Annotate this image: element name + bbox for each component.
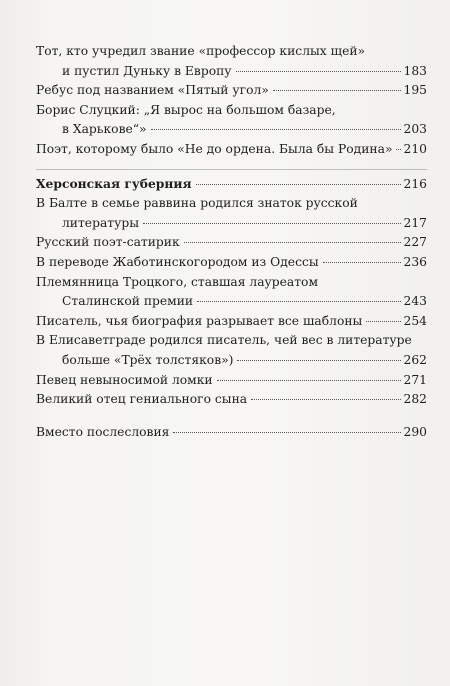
dot-leader bbox=[236, 70, 401, 72]
page-number: 236 bbox=[403, 254, 427, 269]
page-number: 262 bbox=[403, 352, 427, 367]
dot-leader bbox=[143, 222, 401, 224]
toc-entry-text: в Харькове“» bbox=[62, 122, 147, 137]
dot-leader bbox=[184, 241, 401, 243]
page-number: 216 bbox=[403, 176, 427, 191]
toc-entry-text: Певец невыносимой ломки bbox=[36, 372, 213, 387]
dot-leader bbox=[217, 379, 401, 381]
dot-leader bbox=[396, 148, 400, 150]
table-of-contents bbox=[36, 42, 427, 442]
toc-entry-text: Вместо послесловия bbox=[36, 424, 170, 439]
page-number: 210 bbox=[403, 141, 427, 156]
dot-leader bbox=[273, 89, 401, 91]
toc-entry bbox=[36, 371, 427, 391]
toc-entry-text: и пустил Дуньку в Европу bbox=[62, 63, 232, 78]
toc-entry bbox=[36, 390, 427, 410]
dot-leader bbox=[323, 261, 401, 263]
dot-leader bbox=[237, 359, 400, 361]
toc-entry-text: Тот, кто учредил звание «профессор кислых щей» bbox=[36, 44, 366, 58]
toc-entry bbox=[36, 253, 427, 273]
toc-entry-text: В Балте в семье раввина родился знаток русской bbox=[36, 196, 358, 211]
page-number: 271 bbox=[403, 372, 427, 387]
toc-entry-text: Поэт, которому было «Не до ордена. Была бы Родина» bbox=[36, 141, 393, 156]
dot-leader bbox=[251, 398, 400, 400]
dot-leader bbox=[151, 128, 401, 130]
toc-entry-text: литературы bbox=[62, 215, 139, 230]
toc-entry-text: В переводе Жаботинскогородом из Одессы bbox=[36, 254, 319, 269]
dot-leader bbox=[197, 300, 400, 302]
page-number: 227 bbox=[403, 235, 427, 250]
toc-entry bbox=[36, 312, 427, 332]
dot-leader bbox=[173, 431, 400, 433]
toc-entry-text: Племянница Троцкого, ставшая лауреатом bbox=[36, 274, 319, 289]
section-heading bbox=[36, 169, 427, 195]
page-number: 243 bbox=[403, 294, 427, 309]
toc-entry bbox=[36, 101, 427, 140]
toc-entry bbox=[36, 81, 427, 101]
toc-entry bbox=[36, 273, 427, 312]
toc-entry-text: В Елисаветграде родился писатель, чей вес в литературе bbox=[36, 333, 412, 348]
toc-entry-text: Ребус под названием «Пятый угол» bbox=[36, 83, 269, 98]
toc-entry-afterword bbox=[36, 423, 427, 443]
toc-entry-text: больше «Трёх толстяков») bbox=[62, 352, 234, 367]
toc-entry-text: Русский поэт-сатирик bbox=[36, 235, 180, 250]
page-number: 254 bbox=[403, 313, 427, 328]
toc-entry bbox=[36, 42, 427, 81]
section-title: Херсонская губерния bbox=[36, 175, 192, 191]
page-number: 282 bbox=[403, 392, 427, 407]
toc-entry bbox=[36, 233, 427, 253]
toc-entry bbox=[36, 194, 427, 233]
dot-leader bbox=[196, 183, 401, 185]
page-number: 217 bbox=[403, 215, 427, 230]
dot-leader bbox=[366, 320, 400, 322]
toc-entry-text: Борис Слуцкий: „Я вырос на большом базаре, bbox=[36, 102, 336, 117]
page-number: 290 bbox=[403, 424, 427, 439]
toc-entry-text: Великий отец гениального сына bbox=[36, 392, 248, 407]
page-number: 203 bbox=[403, 122, 427, 137]
page-number: 183 bbox=[403, 63, 427, 78]
toc-entry-text: Писатель, чья биография разрывает все шаблоны bbox=[36, 313, 363, 328]
toc-entry-text: Сталинской премии bbox=[62, 294, 194, 309]
page-number: 195 bbox=[403, 83, 427, 98]
toc-entry bbox=[36, 331, 427, 370]
toc-entry bbox=[36, 140, 427, 160]
